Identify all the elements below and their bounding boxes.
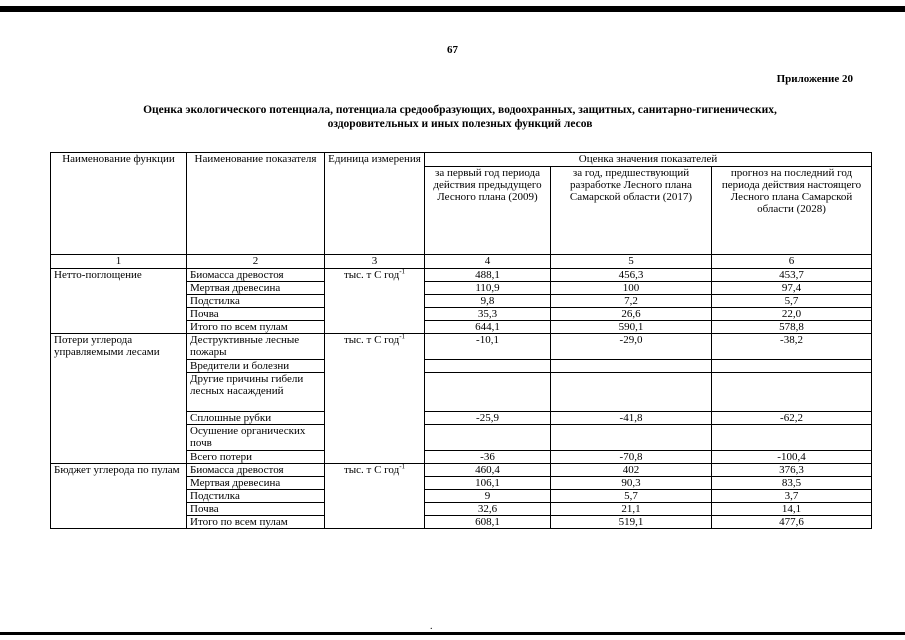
indicator-name-cell: Мертвая древесина — [187, 477, 325, 490]
column-index: 1 — [51, 255, 187, 269]
header-forecast-year: прогноз на последний год периода действия настоящего Лесного плана Самарской области (2028) — [712, 167, 872, 255]
value-first-year-cell: -36 — [425, 451, 551, 464]
unit-cell — [325, 334, 425, 464]
indicator-name-cell: Биомасса древостоя — [187, 464, 325, 477]
value-previous-year-cell: 402 — [551, 464, 712, 477]
value-first-year-cell — [425, 373, 551, 412]
value-first-year-cell: 9,8 — [425, 295, 551, 308]
value-previous-year-cell: 5,7 — [551, 490, 712, 503]
value-first-year-cell: 106,1 — [425, 477, 551, 490]
table-row — [51, 269, 872, 282]
indicator-name-cell: Биомасса древостоя — [187, 269, 325, 282]
value-previous-year-cell — [551, 373, 712, 412]
value-first-year-cell: 32,6 — [425, 503, 551, 516]
value-first-year-cell: 9 — [425, 490, 551, 503]
page-number: 67 — [447, 44, 458, 56]
value-previous-year-cell: 7,2 — [551, 295, 712, 308]
value-previous-year-cell — [551, 425, 712, 451]
function-name-cell: Бюджет углерода по пулам — [51, 464, 187, 529]
value-previous-year-cell: -29,0 — [551, 334, 712, 360]
table-row — [51, 334, 872, 360]
value-forecast-cell: -38,2 — [712, 334, 872, 360]
header-previous-year: за год, предшествующий разработке Лесного плана Самарской области (2017) — [551, 167, 712, 255]
value-forecast-cell — [712, 360, 872, 373]
title-line-1: Оценка экологического потенциала, потенциала средообразующих, водоохранных, защитных, санитарно-гигиенических, — [143, 104, 777, 116]
indicator-name-cell: Итого по всем пулам — [187, 321, 325, 334]
unit-text: тыс. т С год — [343, 334, 400, 346]
unit-text: тыс. т С год — [343, 464, 400, 476]
table-row — [51, 464, 872, 477]
indicator-name-cell: Вредители и болезни — [187, 360, 325, 373]
value-forecast-cell: -100,4 — [712, 451, 872, 464]
indicator-name-cell: Почва — [187, 308, 325, 321]
header-first-year: за первый год периода действия предыдущего Лесного плана (2009) — [425, 167, 551, 255]
value-previous-year-cell: 26,6 — [551, 308, 712, 321]
indicator-name-cell: Мертвая древесина — [187, 282, 325, 295]
value-forecast-cell: 22,0 — [712, 308, 872, 321]
indicator-name-cell: Итого по всем пулам — [187, 516, 325, 529]
unit-exponent: -1 — [399, 332, 406, 341]
document-title — [60, 103, 860, 131]
value-first-year-cell: -25,9 — [425, 412, 551, 425]
value-forecast-cell: 3,7 — [712, 490, 872, 503]
function-name-cell: Потери углерода управляемыми лесами — [51, 334, 187, 464]
indicator-name-cell: Подстилка — [187, 490, 325, 503]
value-forecast-cell: 5,7 — [712, 295, 872, 308]
value-forecast-cell — [712, 373, 872, 412]
scan-dot: . — [430, 621, 433, 632]
value-previous-year-cell: 100 — [551, 282, 712, 295]
column-index: 3 — [325, 255, 425, 269]
header-function: Наименование функции — [51, 153, 187, 255]
value-previous-year-cell — [551, 360, 712, 373]
indicator-name-cell: Другие причины гибели лесных насаждений — [187, 373, 325, 412]
unit-cell — [325, 464, 425, 529]
table-header — [51, 153, 872, 269]
value-forecast-cell: 477,6 — [712, 516, 872, 529]
value-previous-year-cell: 590,1 — [551, 321, 712, 334]
value-first-year-cell: 460,4 — [425, 464, 551, 477]
value-forecast-cell: 376,3 — [712, 464, 872, 477]
indicator-name-cell: Сплошные рубки — [187, 412, 325, 425]
indicator-name-cell: Осушение органических почв — [187, 425, 325, 451]
appendix-label: Приложение 20 — [776, 73, 853, 85]
table-body — [51, 269, 872, 529]
value-first-year-cell: 644,1 — [425, 321, 551, 334]
value-forecast-cell: 97,4 — [712, 282, 872, 295]
header-unit: Единица измерения — [325, 153, 425, 255]
value-first-year-cell — [425, 360, 551, 373]
value-previous-year-cell: 90,3 — [551, 477, 712, 490]
header-indicator: Наименование показателя — [187, 153, 325, 255]
value-first-year-cell: 35,3 — [425, 308, 551, 321]
indicator-name-cell: Почва — [187, 503, 325, 516]
unit-cell — [325, 269, 425, 334]
value-first-year-cell: -10,1 — [425, 334, 551, 360]
bottom-border-rule — [0, 632, 905, 635]
column-index: 4 — [425, 255, 551, 269]
value-forecast-cell: 578,8 — [712, 321, 872, 334]
column-index-row — [51, 255, 872, 269]
indicator-name-cell: Всего потери — [187, 451, 325, 464]
value-forecast-cell: -62,2 — [712, 412, 872, 425]
value-previous-year-cell: -70,8 — [551, 451, 712, 464]
ecological-potential-table — [50, 152, 872, 529]
header-assessment: Оценка значения показателей — [425, 153, 872, 167]
value-previous-year-cell: -41,8 — [551, 412, 712, 425]
value-previous-year-cell: 519,1 — [551, 516, 712, 529]
column-index: 5 — [551, 255, 712, 269]
column-index: 2 — [187, 255, 325, 269]
title-line-2: оздоровительных и иных полезных функций лесов — [327, 118, 593, 130]
unit-exponent: -1 — [399, 462, 406, 471]
value-first-year-cell: 488,1 — [425, 269, 551, 282]
value-previous-year-cell: 21,1 — [551, 503, 712, 516]
indicator-name-cell: Деструктивные лесные пожары — [187, 334, 325, 360]
column-index: 6 — [712, 255, 872, 269]
value-forecast-cell: 14,1 — [712, 503, 872, 516]
value-previous-year-cell: 456,3 — [551, 269, 712, 282]
value-forecast-cell: 453,7 — [712, 269, 872, 282]
value-first-year-cell: 608,1 — [425, 516, 551, 529]
unit-exponent: -1 — [399, 267, 406, 276]
indicator-name-cell: Подстилка — [187, 295, 325, 308]
value-first-year-cell — [425, 425, 551, 451]
value-forecast-cell — [712, 425, 872, 451]
value-first-year-cell: 110,9 — [425, 282, 551, 295]
function-name-cell: Нетто-поглощение — [51, 269, 187, 334]
unit-text: тыс. т С год — [343, 269, 400, 281]
value-forecast-cell: 83,5 — [712, 477, 872, 490]
top-border-rule — [0, 6, 905, 12]
